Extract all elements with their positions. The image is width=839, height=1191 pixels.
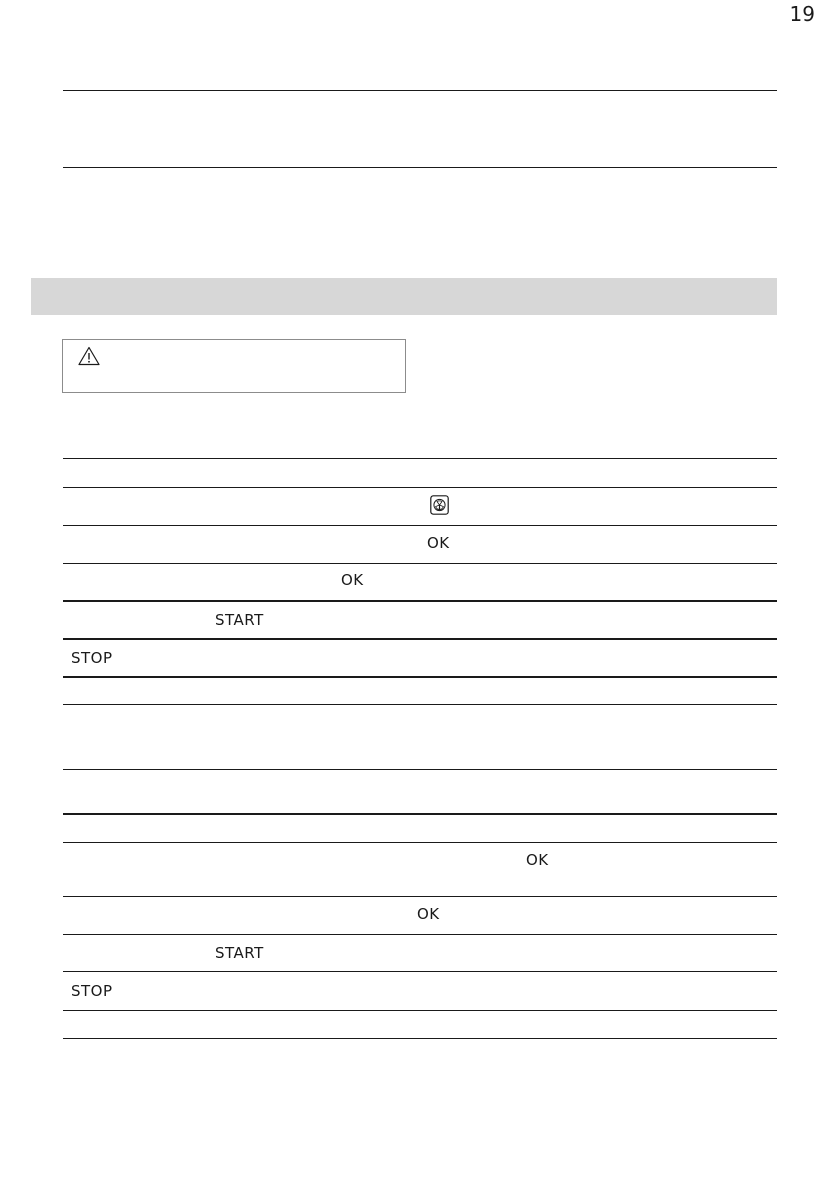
- table-rule: [63, 813, 777, 815]
- ok-key-label: OK: [417, 905, 440, 923]
- table-rule: [63, 704, 777, 705]
- ok-key-label: OK: [526, 851, 549, 869]
- warning-triangle-icon: [78, 346, 100, 366]
- table-rule: [63, 458, 777, 459]
- ok-key-label: OK: [427, 534, 450, 552]
- table-rule: [63, 1010, 777, 1011]
- start-key-label: START: [215, 611, 264, 629]
- table-rule: [63, 638, 777, 640]
- table-rule: [63, 842, 777, 843]
- table-rule: [63, 90, 777, 91]
- table-rule: [63, 896, 777, 897]
- table-rule: [63, 167, 777, 168]
- start-key-label: START: [215, 944, 264, 962]
- table-rule: [63, 563, 777, 564]
- table-rule: [63, 676, 777, 678]
- table-rule: [63, 1038, 777, 1039]
- warning-box: [62, 339, 406, 393]
- table-rule: [63, 769, 777, 770]
- ok-key-label: OK: [341, 571, 364, 589]
- table-rule: [63, 600, 777, 602]
- page-number: 19: [789, 2, 815, 26]
- table-rule: [63, 934, 777, 935]
- stop-key-label: STOP: [71, 982, 113, 1000]
- section-heading-bar: [31, 278, 777, 315]
- fan-button-icon: [430, 495, 449, 515]
- table-rule: [63, 971, 777, 972]
- table-rule: [63, 525, 777, 526]
- stop-key-label: STOP: [71, 649, 113, 667]
- table-rule: [63, 487, 777, 488]
